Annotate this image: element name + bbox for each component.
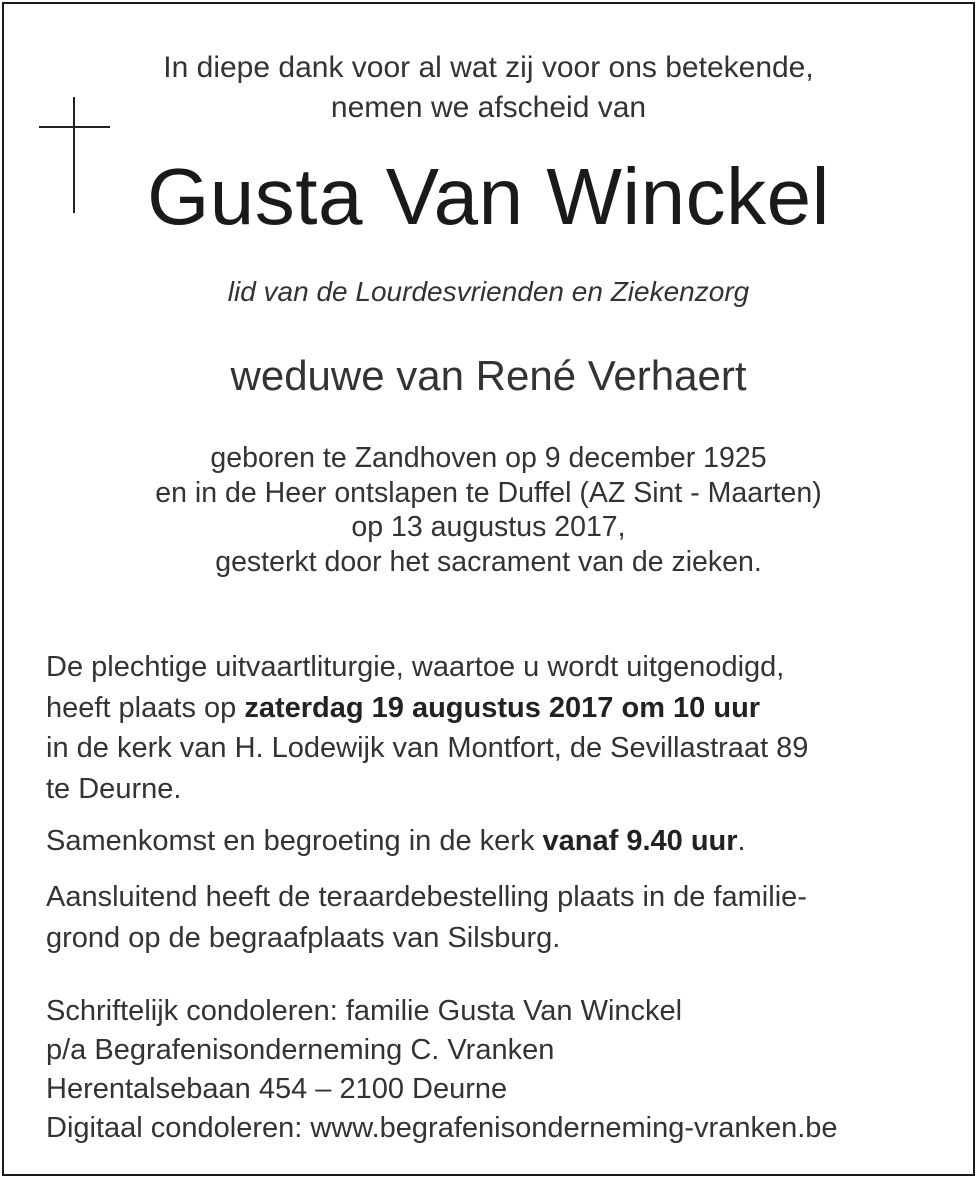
gathering-paragraph xyxy=(46,821,746,862)
condolences-line-1: Schriftelijk condoleren: familie Gusta Van Winckel xyxy=(46,995,683,1027)
membership-text: lid van de Lourdesvrienden en Ziekenzorg xyxy=(227,276,750,307)
death-notice-card xyxy=(2,2,975,1176)
funeral-date-time: zaterdag 19 augustus 2017 om 10 uur xyxy=(244,691,761,724)
widow-of-text: weduwe van René Verhaert xyxy=(230,352,747,399)
death-place-line: en in de Heer ontslapen te Duffel (AZ Sint - Maarten) xyxy=(155,476,822,509)
deceased-name: Gusta Van Winckel xyxy=(147,152,830,241)
funeral-line-4: te Deurne. xyxy=(46,772,182,805)
burial-line-1: Aansluitend heeft de teraardebestelling plaats in de familie- xyxy=(46,881,807,913)
burial-paragraph xyxy=(46,877,807,958)
intro-line-1: In diepe dank voor al wat zij voor ons betekende, xyxy=(163,51,814,84)
gathering-suffix: . xyxy=(737,825,746,857)
gathering-prefix: Samenkomst en begroeting in de kerk xyxy=(46,825,543,857)
death-date-line: op 13 augustus 2017, xyxy=(351,511,626,543)
birth-line: geboren te Zandhoven op 9 december 1925 xyxy=(210,442,767,474)
funeral-paragraph xyxy=(46,647,808,809)
condolences-line-2: p/a Begrafenisonderneming C. Vranken xyxy=(46,1034,555,1066)
intro-text xyxy=(4,48,973,128)
funeral-line-1: De plechtige uitvaartliturgie, waartoe u wordt uitgenodigd, xyxy=(46,651,785,683)
intro-line-2: nemen we afscheid van xyxy=(330,91,647,124)
funeral-line-2 xyxy=(46,688,808,729)
condolences-website: Digitaal condoleren: www.begrafenisonderneming-vranken.be xyxy=(46,1112,838,1144)
birth-death-text xyxy=(4,441,973,579)
burial-line-2: grond op de begraafplaats van Silsburg. xyxy=(46,921,561,954)
sacrament-line: gesterkt door het sacrament van de zieken. xyxy=(215,545,762,578)
condolences-address: Herentalsebaan 454 – 2100 Deurne xyxy=(46,1073,508,1105)
funeral-line-3: in de kerk van H. Lodewijk van Montfort, de Sevillastraat 89 xyxy=(46,732,809,764)
gathering-time: vanaf 9.40 uur xyxy=(542,825,738,857)
condolences-paragraph xyxy=(46,992,838,1148)
funeral-line-2-prefix: heeft plaats op xyxy=(46,691,245,724)
